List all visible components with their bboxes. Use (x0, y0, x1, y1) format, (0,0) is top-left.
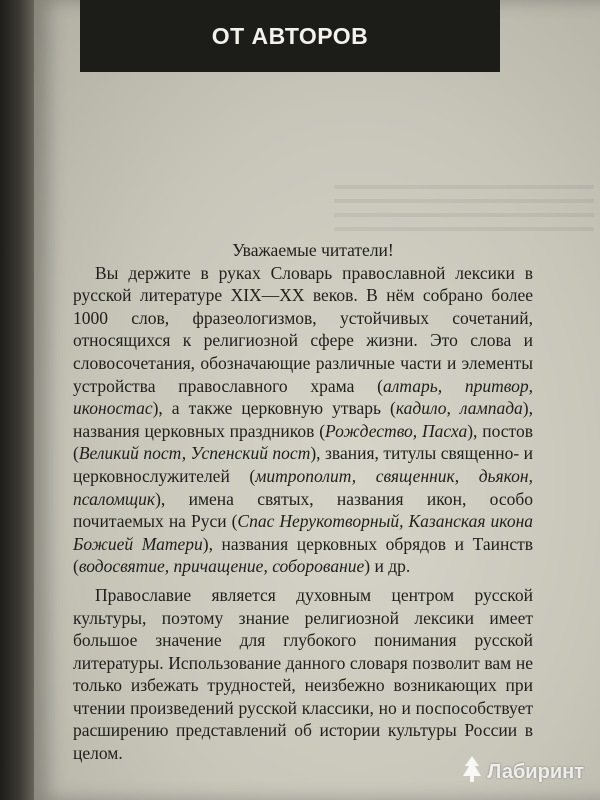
greeting: Уважаемые читатели! (232, 240, 394, 260)
watermark-text: Лабиринт (487, 761, 584, 783)
book-spine-edge (0, 0, 36, 800)
labyrinth-logo-icon (459, 754, 485, 784)
chapter-header-bar (80, 0, 500, 72)
paragraph-1: Вы держите в руках Словарь православной лексики в русской литературе XIX—XX веков. В нём собрано более 1000 слов, фразеологизмов, устойчивых сочетаний, относящихся к религиозной сфере жизни. Это слова и словосочетания, обозначающие различные части и элементы устройства православного храма (алтарь, притвор, иконостас), а также церковную утварь (кадило, лампада), названия церковных праздников (Рождество, Пасха), постов (Великий пост, Успенский пост), звания, титулы священно- и церковнослужителей (митрополит, священник, дьякон, псаломщик), имена святых, названия икон, особо почитаемых на Руси (Спас Нерукотворный, Казанская икона Божией Матери), названия церковных обрядов и Таинств (водосвятие, причащение, соборование) и др. (73, 262, 534, 577)
paragraph-2: Православие является духовным центром русской культуры, поэтому знание религиозной лексики имеет большое значение для глубокого понимания русской литературы. Использование данного словаря позволит вам не только избежать трудностей, неизбежно возникающих при чтении произведений русской классики, но и поспособствует расширению представлений об истории культуры России в целом. (73, 584, 533, 764)
article-text (73, 239, 533, 765)
labyrinth-watermark (459, 754, 584, 784)
reverse-page-bleed (334, 185, 594, 235)
chapter-title: ОТ АВТОРОВ (211, 22, 369, 49)
